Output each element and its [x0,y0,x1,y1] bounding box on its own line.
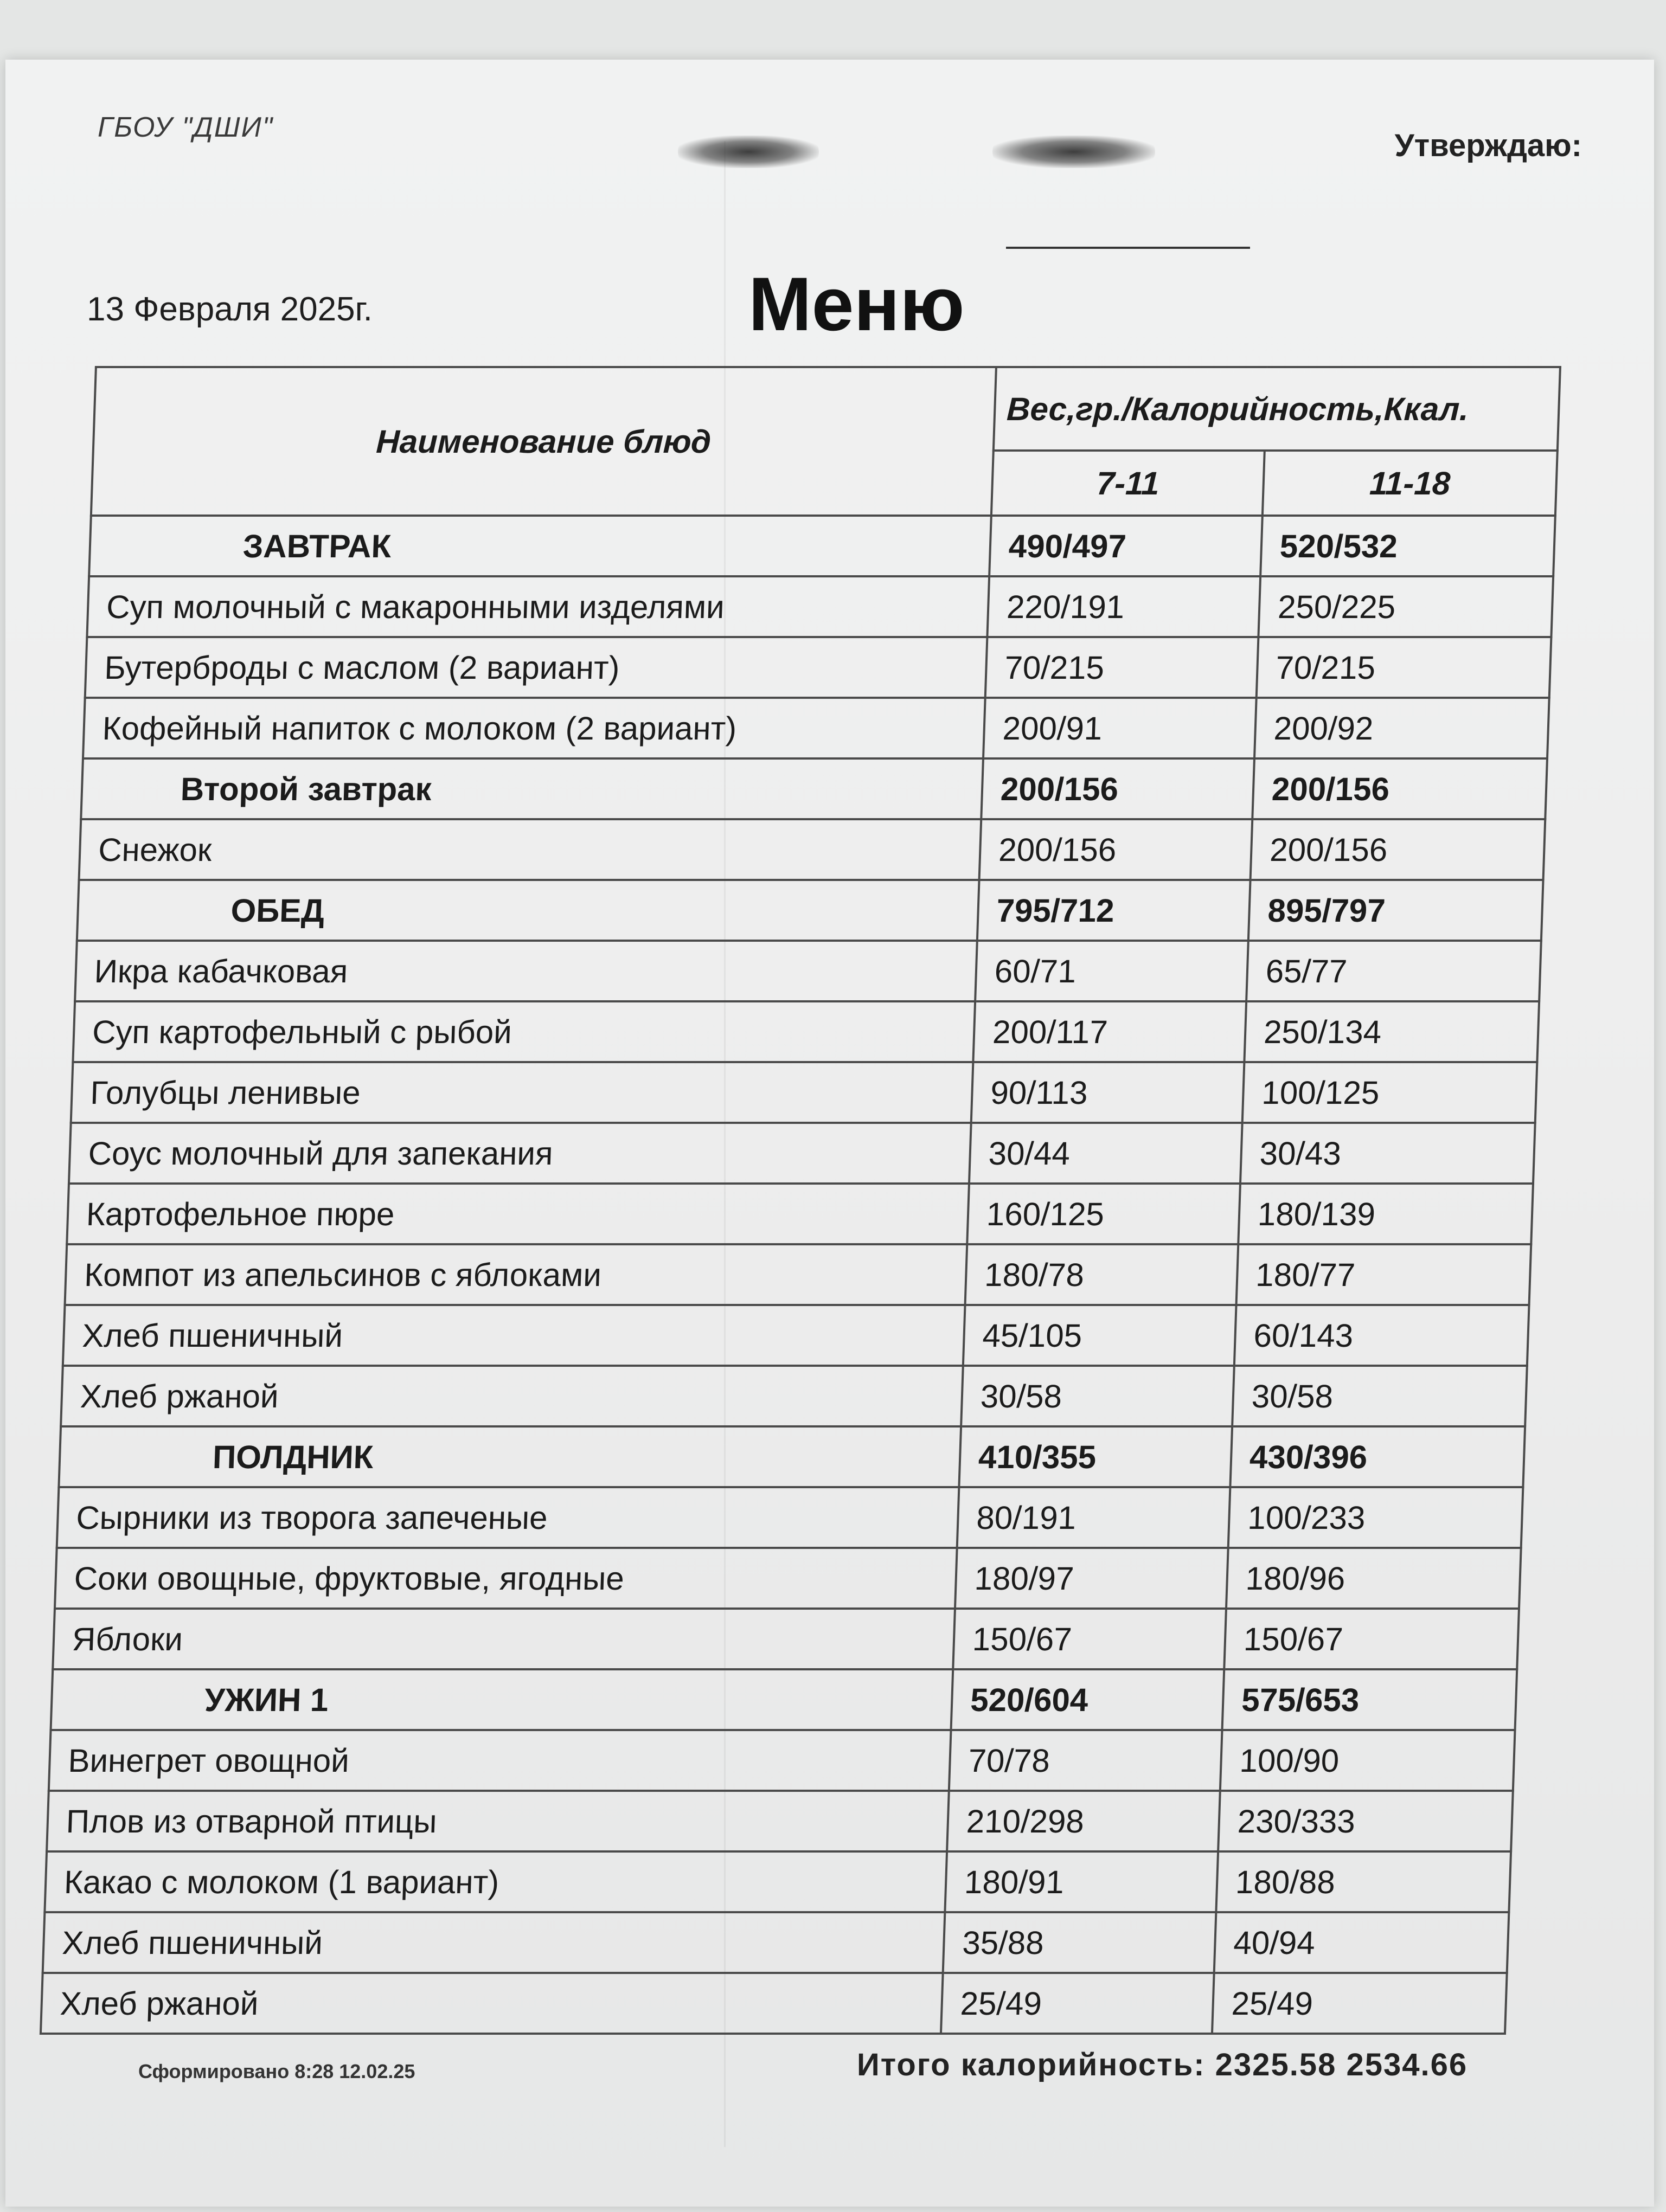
value-age-11-18: 100/90 [1220,1730,1515,1791]
value-age-7-11: 70/215 [985,637,1259,698]
approval-label: Утверждаю: [1394,128,1582,163]
menu-table-body [41,516,1555,2034]
dish-row [49,1730,1515,1791]
section-name: УЖИН 1 [51,1669,953,1730]
dish-name: Хлеб пшеничный [43,1912,945,1973]
dish-name: Сырники из творога запеченые [57,1487,959,1548]
dish-row [61,1366,1527,1426]
organization-name: ГБОУ "ДШИ" [98,112,274,143]
dish-row [75,941,1541,1001]
dish-name: Хлеб ржаной [41,1973,943,2034]
dish-name: Суп картофельный с рыбой [73,1001,975,1062]
signature-line [1006,247,1250,249]
section-row [89,516,1555,576]
value-age-7-11: 795/712 [977,880,1251,941]
menu-date: 13 Февраля 2025г. [87,291,373,328]
dish-row [63,1305,1529,1366]
value-age-7-11: 200/117 [973,1001,1246,1062]
value-age-7-11: 30/58 [961,1366,1234,1426]
dish-row [67,1184,1533,1244]
menu-table [40,366,1561,2035]
value-age-11-18: 250/134 [1244,1001,1539,1062]
value-age-11-18: 200/156 [1251,819,1546,880]
value-age-7-11: 45/105 [963,1305,1236,1366]
value-age-11-18: 150/67 [1224,1609,1519,1669]
dish-name: Компот из апельсинов с яблоками [65,1244,967,1305]
value-age-7-11: 520/604 [951,1669,1225,1730]
dish-name: Икра кабачковая [75,941,977,1001]
value-age-7-11: 70/78 [949,1730,1222,1791]
value-age-7-11: 490/497 [989,516,1263,576]
binding-mark-left [678,136,819,168]
value-age-11-18: 180/139 [1238,1184,1533,1244]
value-age-7-11: 220/191 [987,576,1260,637]
value-age-11-18: 520/532 [1260,516,1555,576]
value-age-7-11: 180/97 [955,1548,1228,1609]
value-age-7-11: 200/156 [981,758,1254,819]
value-age-11-18: 180/77 [1236,1244,1532,1305]
value-age-7-11: 80/191 [957,1487,1231,1548]
section-row [59,1426,1525,1487]
value-age-11-18: 60/143 [1234,1305,1529,1366]
value-age-11-18: 180/88 [1216,1851,1511,1912]
dish-row [41,1973,1507,2034]
dish-name: Снежок [79,819,982,880]
value-age-11-18: 70/215 [1257,637,1552,698]
value-age-11-18: 895/797 [1248,880,1543,941]
column-header-dish-name: Наименование блюд [91,367,996,516]
value-age-7-11: 200/156 [979,819,1253,880]
dish-name: Винегрет овощной [49,1730,951,1791]
value-age-11-18: 575/653 [1222,1669,1517,1730]
value-age-11-18: 40/94 [1214,1912,1509,1973]
column-header-age-7-11: 7-11 [991,451,1265,516]
column-header-weight-calories: Вес,гр./Калорийность,Ккал. [994,367,1560,451]
dish-name: Голубцы ленивые [71,1062,973,1123]
value-age-7-11: 150/67 [953,1609,1226,1669]
value-age-7-11: 160/125 [967,1184,1240,1244]
dish-row [53,1609,1519,1669]
value-age-7-11: 210/298 [947,1791,1220,1851]
value-age-7-11: 200/91 [983,698,1257,758]
dish-row [85,637,1552,698]
page-title: Меню [748,261,965,346]
value-age-7-11: 25/49 [941,1973,1214,2034]
column-header-age-11-18: 11-18 [1263,451,1558,516]
dish-name: Соус молочный для запекания [69,1123,971,1184]
dish-row [44,1851,1511,1912]
dish-name: Какао с молоком (1 вариант) [44,1851,947,1912]
section-row [81,758,1547,819]
value-age-7-11: 410/355 [959,1426,1232,1487]
value-age-11-18: 30/58 [1232,1366,1527,1426]
section-row [51,1669,1517,1730]
dish-row [65,1244,1532,1305]
value-age-11-18: 65/77 [1246,941,1541,1001]
dish-row [43,1912,1509,1973]
dish-row [47,1791,1513,1851]
dish-name: Бутерброды с маслом (2 вариант) [85,637,988,698]
section-name: ПОЛДНИК [59,1426,961,1487]
dish-row [71,1062,1537,1123]
value-age-7-11: 180/78 [965,1244,1239,1305]
value-age-7-11: 35/88 [943,1912,1216,1973]
value-age-11-18: 25/49 [1212,1973,1507,2034]
value-age-7-11: 90/113 [971,1062,1245,1123]
value-age-11-18: 250/225 [1258,576,1553,637]
dish-name: Картофельное пюре [67,1184,969,1244]
binding-mark-right [992,136,1155,168]
dish-row [69,1123,1535,1184]
section-name: ОБЕД [77,880,979,941]
section-name: Второй завтрак [81,758,983,819]
dish-name: Плов из отварной птицы [47,1791,949,1851]
value-age-7-11: 30/44 [969,1123,1242,1184]
generated-timestamp: Сформировано 8:28 12.02.25 [138,2060,415,2082]
total-calories: Итого калорийность: 2325.58 2534.66 [857,2047,1468,2082]
dish-row [87,576,1553,637]
dish-name: Хлеб пшеничный [63,1305,965,1366]
value-age-11-18: 30/43 [1240,1123,1535,1184]
value-age-11-18: 180/96 [1226,1548,1521,1609]
value-age-11-18: 100/233 [1228,1487,1523,1548]
section-name: ЗАВТРАК [89,516,991,576]
dish-row [79,819,1546,880]
dish-row [83,698,1549,758]
value-age-11-18: 430/396 [1230,1426,1525,1487]
value-age-11-18: 200/92 [1254,698,1549,758]
dish-name: Хлеб ржаной [61,1366,963,1426]
value-age-11-18: 100/125 [1242,1062,1537,1123]
value-age-7-11: 60/71 [975,941,1248,1001]
dish-row [57,1487,1523,1548]
dish-name: Кофейный напиток с молоком (2 вариант) [83,698,985,758]
dish-row [55,1548,1521,1609]
value-age-11-18: 200/156 [1252,758,1547,819]
dish-row [73,1001,1539,1062]
dish-name: Суп молочный с макаронными изделями [87,576,989,637]
dish-name: Яблоки [53,1609,955,1669]
section-row [77,880,1543,941]
value-age-7-11: 180/91 [945,1851,1218,1912]
dish-name: Соки овощные, фруктовые, ягодные [55,1548,957,1609]
value-age-11-18: 230/333 [1218,1791,1513,1851]
